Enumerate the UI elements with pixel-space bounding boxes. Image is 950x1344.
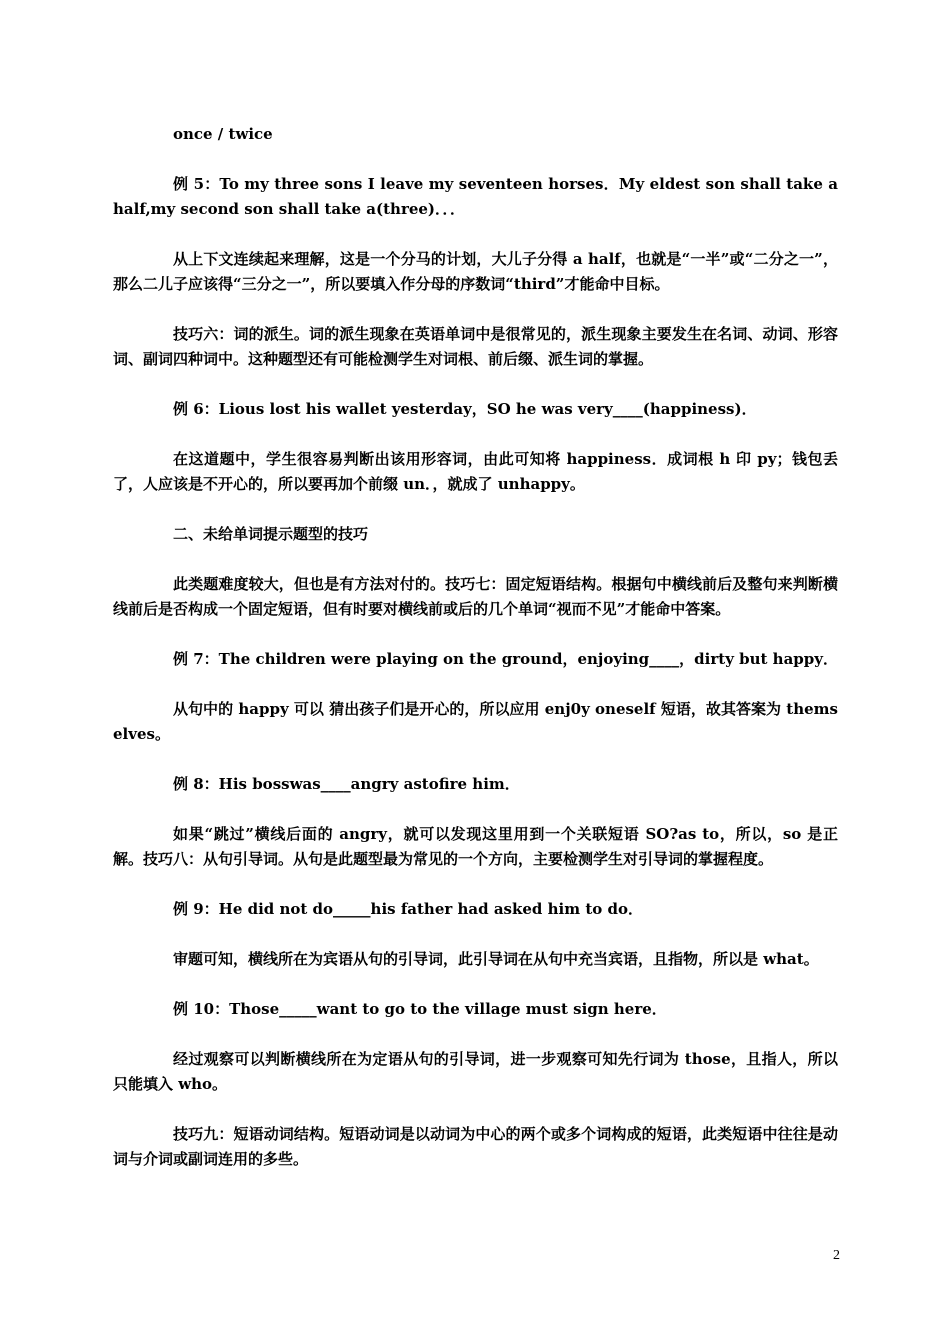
tip-7: 此类题难度较大，但也是有方法对付的。技巧七：固定短语结构。根据句中横线前后及整句来判断横线前后是否构成一个固定短语，但有时要对横线前或后的几个单词“视而不见”才能命中答案。 [113,575,838,618]
explanation-10: 经过观察可以判断横线所在为定语从句的引导词，进一步观察可知先行词为 those，且指人，所以只能填入 who。 [113,1050,838,1093]
explanation-7: 从句中的 happy 可以 猜出孩子们是开心的，所以应用 enj0y oneself 短语，故其答案为 themselves。 [113,700,838,743]
paragraph-once-twice: once / twice [173,125,273,143]
example-10: 例 10：Those_____want to go to the village must sign here． [173,1000,667,1018]
explanation-9: 审题可知，横线所在为宾语从句的引导词，此引导词在从句中充当宾语，且指物，所以是 what。 [173,950,819,968]
page-number: 2 [833,1248,840,1263]
explanation-8-tip-8: 如果“跳过”横线后面的 angry，就可以发现这里用到一个关联短语 SO?as to，所以，so 是正解。技巧八：从句引导词。从句是此题型最为常见的一个方向，主要检测学生对引导词的掌握程度。 [113,825,838,868]
explanation-5: 从上下文连续起来理解，这是一个分马的计划，大儿子分得 a half，也就是“一半”或“二分之一”，那么二儿子应该得“三分之一”，所以要填入作分母的序数词“third”才能命中目标。 [113,250,838,293]
explanation-6: 在这道题中，学生很容易判断出该用形容词，由此可知将 happiness．成词根 h 印 py；钱包丢了，人应该是不开心的，所以要再加个前缀 un．，就成了 unhappy。 [113,450,838,493]
tip-9: 技巧九：短语动词结构。短语动词是以动词为中心的两个或多个词构成的短语，此类短语中往往是动词与介词或副词连用的多些。 [113,1125,838,1168]
page-body [113,122,838,1197]
example-9: 例 9：He did not do_____his father had asked him to do． [173,900,643,918]
example-8: 例 8：His bosswas____angry astofire him． [173,775,520,793]
example-5: 例 5：To my three sons I leave my seventeen horses．My eldest son shall take a half,my second son shall take a(three)．．． [113,175,838,218]
section-heading: 二、未给单词提示题型的技巧 [173,525,369,543]
tip-6: 技巧六：词的派生。词的派生现象在英语单词中是很常见的，派生现象主要发生在名词、动词、形容词、副词四种词中。这种题型还有可能检测学生对词根、前后缀、派生词的掌握。 [113,325,838,368]
example-6: 例 6：Lious lost his wallet yesterday，SO he was very____(happiness)． [173,400,757,418]
example-7: 例 7：The children were playing on the ground，enjoying____，dirty but happy． [173,650,838,668]
